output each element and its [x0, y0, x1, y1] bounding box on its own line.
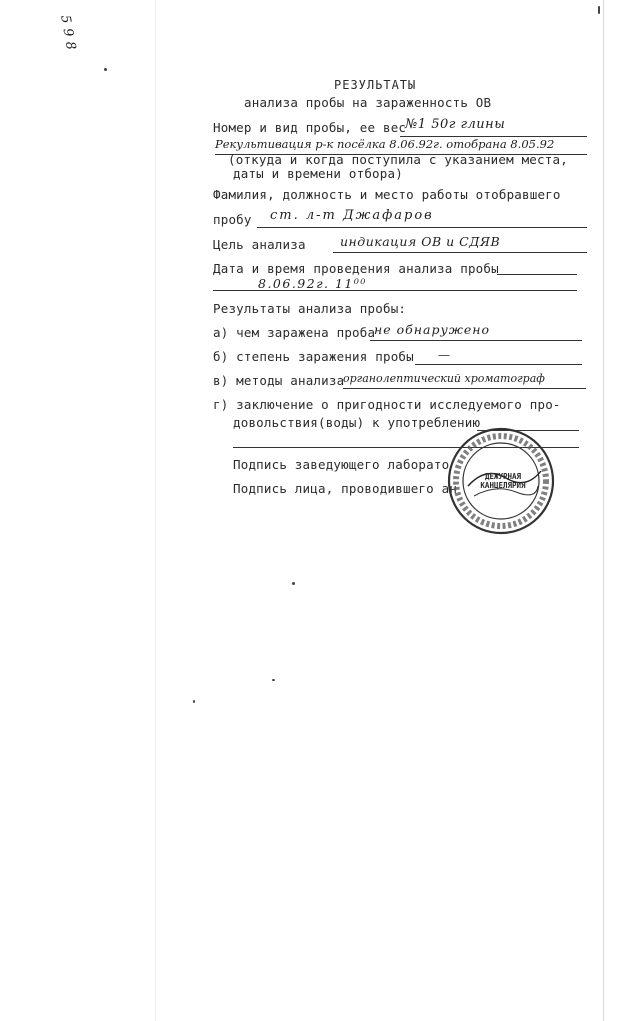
result-a-value: не обнаружено — [374, 322, 491, 337]
result-a-label: а) чем заражена проба — [213, 325, 376, 340]
result-b-value: — — [438, 348, 451, 362]
speck — [598, 6, 600, 14]
purpose-underline — [333, 252, 587, 253]
datetime-label: Дата и время проведения анализа пробы — [213, 261, 499, 276]
stamp-text: ДЕЖУРНАЯ КАНЦЕЛЯРИЯ — [480, 472, 526, 490]
speck — [193, 700, 195, 703]
purpose-value: индикация ОВ и СДЯВ — [340, 234, 501, 249]
collector-underline — [257, 227, 587, 228]
result-d-label-2: довольствия(воды) к употреблению — [233, 415, 481, 430]
purpose-label: Цель анализа — [213, 237, 306, 252]
lab-head-signature-label: Подпись заведующего лаборато — [233, 457, 450, 472]
scan-left-edge — [155, 0, 156, 1021]
result-a-underline — [370, 340, 582, 341]
collector-label-1: Фамилия, должность и место работы отобравшего — [213, 187, 561, 202]
speck — [272, 679, 275, 681]
speck — [104, 68, 107, 71]
sample-label: Номер и вид пробы, ее вес — [213, 120, 407, 135]
datetime-underline-1 — [497, 274, 577, 275]
result-b-underline — [415, 364, 582, 365]
origin-note-2: даты и времени отбора) — [233, 166, 403, 181]
datetime-value: 8.06.92г. 11⁰⁰ — [258, 276, 367, 291]
speck — [292, 582, 295, 585]
collector-value: ст. л-т Джафаров — [270, 208, 434, 223]
document-title: РЕЗУЛЬТАТЫ — [334, 78, 417, 92]
origin-value: Рекультивация р-к посёлка 8.06.92г. отобрана 8.05.92 — [215, 137, 555, 151]
margin-marks: 5 9 8 — [57, 14, 79, 52]
collector-label-2: пробу — [213, 212, 252, 227]
result-c-label: в) методы анализа — [213, 373, 345, 388]
origin-note-1: (откуда и когда поступила с указанием места, — [228, 152, 568, 167]
result-c-value: органолептический хроматограф — [343, 372, 545, 385]
result-b-label: б) степень заражения пробы — [213, 349, 414, 364]
analyst-signature-label: Подпись лица, проводившего ан — [233, 481, 458, 496]
scan-right-edge — [603, 0, 604, 1021]
sample-value: №1 50г глины — [405, 117, 506, 132]
result-d-label-1: г) заключение о пригодности исследуемого про- — [213, 397, 561, 412]
results-heading: Результаты анализа пробы: — [213, 301, 407, 316]
result-c-underline — [343, 388, 586, 389]
document-subtitle: анализа пробы на зараженность ОВ — [244, 95, 492, 110]
